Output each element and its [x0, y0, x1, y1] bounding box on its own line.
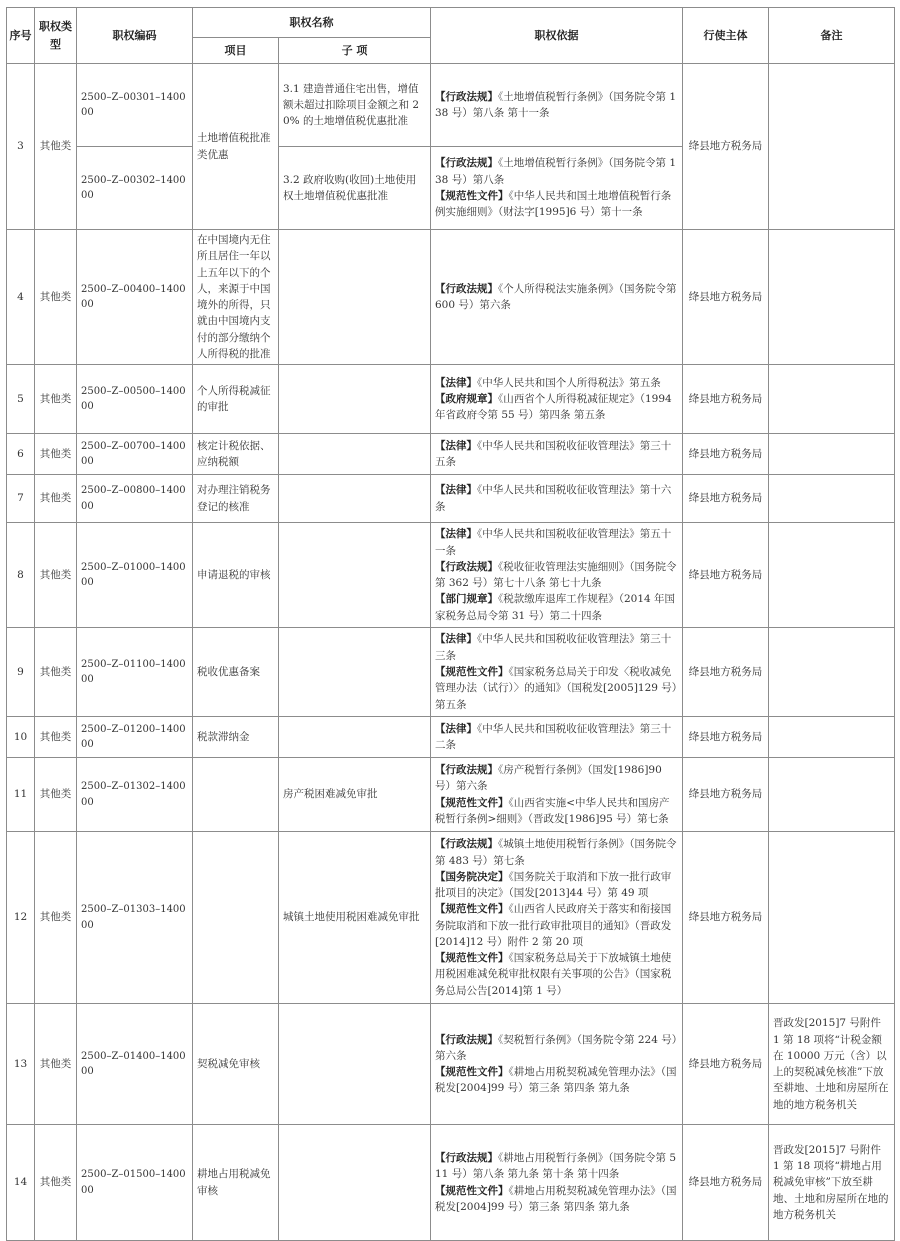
row-number: 6: [7, 434, 35, 475]
basis-tag: 【行政法规】: [435, 764, 498, 777]
row-type: 其他类: [35, 434, 77, 475]
basis-text: 《中华人民共和国税收征收管理法》第十六条: [435, 484, 672, 513]
row-code: 2500–Z–01400–140000: [77, 1004, 193, 1125]
basis-line: [435, 526, 678, 559]
basis-text: 《国家税务总局关于下放城镇土地使用税困难减免税审批权限有关事项的公告》（国家税务总局公告[2014]第 1 号）: [435, 952, 672, 997]
row-subitem: [279, 628, 431, 717]
row-code: 2500–Z–01500–140000: [77, 1125, 193, 1241]
table-row: [7, 832, 895, 1004]
basis-tag: 【行政法规】: [435, 90, 498, 103]
row-subitem: [279, 230, 431, 365]
row-subitem: 3.1 建造普通住宅出售，增值额未超过扣除项目金额之和 20% 的土地增值税优惠批准: [279, 64, 431, 147]
row-subject: 绛县地方税务局: [683, 628, 769, 717]
row-type: 其他类: [35, 832, 77, 1004]
table-row: [7, 64, 895, 147]
row-number: 3: [7, 64, 35, 230]
basis-line: [435, 591, 678, 624]
basis-line: [435, 559, 678, 592]
row-subject: 绛县地方税务局: [683, 832, 769, 1004]
basis-text: 《税款缴库退库工作规程》（2014 年国家税务总局令第 31 号）第二十四条: [435, 593, 676, 622]
basis-line: [435, 391, 678, 424]
row-basis: [431, 434, 683, 475]
row-subject: 绛县地方税务局: [683, 475, 769, 523]
basis-line: [435, 631, 678, 664]
row-basis: [431, 475, 683, 523]
row-code: 2500–Z–00301–140000: [77, 64, 193, 147]
row-subject: 绛县地方税务局: [683, 1125, 769, 1241]
row-subject: 绛县地方税务局: [683, 717, 769, 758]
row-number: 11: [7, 758, 35, 832]
row-note: [769, 758, 895, 832]
basis-text: 《个人所得税法实施条例》（国务院令第 600 号）第六条: [435, 282, 677, 312]
basis-text: 《税收征收管理法实施细则》（国务院令第 362 号）第七十八条 第七十九条: [435, 560, 677, 590]
basis-tag: 【法律】: [435, 484, 477, 497]
header-type: 职权类型: [35, 8, 77, 64]
basis-line: [435, 281, 678, 314]
basis-text: 《土地增值税暂行条例》（国务院令第 138 号）第八条: [435, 157, 677, 186]
row-type: 其他类: [35, 64, 77, 230]
row-note: [769, 475, 895, 523]
basis-text: 《山西省实施<中华人民共和国房产税暂行条例>细则》（晋政发[1986]95 号）第七条: [435, 796, 670, 825]
basis-line: [435, 1032, 678, 1065]
row-note: [769, 523, 895, 628]
basis-line: [435, 869, 678, 902]
basis-line: [435, 155, 678, 188]
row-number: 13: [7, 1004, 35, 1125]
row-number: 4: [7, 230, 35, 365]
basis-line: [435, 482, 678, 515]
row-subitem: [279, 717, 431, 758]
row-number: 10: [7, 717, 35, 758]
table-row: [7, 523, 895, 628]
header-no: 序号: [7, 8, 35, 64]
row-item: 土地增值税批准类优惠: [193, 64, 279, 230]
row-note: [769, 434, 895, 475]
row-basis: [431, 717, 683, 758]
basis-tag: 【法律】: [435, 722, 477, 735]
basis-line: [435, 721, 678, 754]
basis-text: 《国家税务总局关于印发〈税收减免管理办法（试行）〉的通知》（国税发[2005]129 号）第五条: [435, 665, 678, 711]
basis-text: 《山西省个人所得税减征规定》（1994 年省政府令第 55 号）第四条 第五条: [435, 392, 672, 422]
header-name: 职权名称: [193, 8, 431, 38]
table-row: [7, 434, 895, 475]
table-row: [7, 475, 895, 523]
basis-tag: 【行政法规】: [435, 560, 498, 573]
row-item: 个人所得税减征的审批: [193, 365, 279, 434]
row-subitem: [279, 365, 431, 434]
row-subject: 绛县地方税务局: [683, 230, 769, 365]
row-type: 其他类: [35, 475, 77, 523]
basis-text: 《耕地占用税契税减免管理办法》（国税发[2004]99 号）第三条 第四条 第九条: [435, 1066, 677, 1095]
basis-line: [435, 89, 678, 122]
basis-tag: 【部门规章】: [435, 593, 498, 606]
header-basis: 职权依据: [431, 8, 683, 64]
basis-line: [435, 1183, 678, 1216]
basis-line: [435, 1150, 678, 1183]
row-note: [769, 628, 895, 717]
row-code: 2500–Z–00700–140000: [77, 434, 193, 475]
basis-tag: 【规范性文件】: [435, 952, 509, 965]
row-note: [769, 230, 895, 365]
row-type: 其他类: [35, 1125, 77, 1241]
basis-line: [435, 795, 678, 828]
row-subject: 绛县地方税务局: [683, 434, 769, 475]
basis-text: 《中华人民共和国税收征收管理法》第三十五条: [435, 439, 672, 469]
row-note: [769, 64, 895, 230]
row-code: 2500–Z–00400–140000: [77, 230, 193, 365]
basis-tag: 【行政法规】: [435, 838, 498, 851]
header-item: 项目: [193, 38, 279, 64]
row-note: [769, 717, 895, 758]
basis-line: [435, 762, 678, 795]
basis-text: 《中华人民共和国税收征收管理法》第三十三条: [435, 633, 672, 662]
row-code: 2500–Z–01302–140000: [77, 758, 193, 832]
row-basis: [431, 758, 683, 832]
row-subitem: [279, 1004, 431, 1125]
basis-tag: 【行政法规】: [435, 1152, 498, 1165]
row-code: 2500–Z–00800–140000: [77, 475, 193, 523]
row-subitem: 3.2 政府收购(收回)土地使用权土地增值税优惠批准: [279, 147, 431, 230]
basis-text: 《山西省人民政府关于落实和衔接国务院取消和下放一批行政审批项目的通知》（晋政发[2014]12 号）附件 2 第 20 项: [435, 903, 672, 948]
header-note: 备注: [769, 8, 895, 64]
row-code: 2500–Z–01200–140000: [77, 717, 193, 758]
basis-text: 《中华人民共和国个人所得税法》第五条: [477, 376, 661, 389]
row-basis: [431, 832, 683, 1004]
row-type: 其他类: [35, 758, 77, 832]
row-item: 税收优惠备案: [193, 628, 279, 717]
row-item: 在中国境内无住所且居住一年以上五年以下的个人，来源于中国境外的所得，只就由中国境内支付的部分缴纳个人所得税的批准: [193, 230, 279, 365]
basis-line: [435, 950, 678, 999]
header-sub: 子 项: [279, 38, 431, 64]
row-number: 8: [7, 523, 35, 628]
row-subject: 绛县地方税务局: [683, 758, 769, 832]
row-basis: [431, 1125, 683, 1241]
table-row: [7, 365, 895, 434]
basis-tag: 【法律】: [435, 633, 477, 646]
row-type: 其他类: [35, 717, 77, 758]
row-code: 2500–Z–00302–140000: [77, 147, 193, 230]
header-subject: 行使主体: [683, 8, 769, 64]
authority-table: [6, 7, 895, 1241]
row-type: 其他类: [35, 1004, 77, 1125]
basis-tag: 【法律】: [435, 528, 477, 541]
row-basis: [431, 365, 683, 434]
basis-line: [435, 1064, 678, 1097]
basis-text: 《耕地占用税契税减免管理办法》（国税发[2004]99 号）第三条 第四条 第九条: [435, 1184, 677, 1213]
basis-text: 《中华人民共和国税收征收管理法》第三十二条: [435, 722, 672, 752]
basis-tag: 【规范性文件】: [435, 665, 509, 678]
basis-tag: 【法律】: [435, 439, 477, 452]
table-row: [7, 758, 895, 832]
basis-tag: 【政府规章】: [435, 392, 498, 405]
row-code: 2500–Z–01303–140000: [77, 832, 193, 1004]
basis-tag: 【规范性文件】: [435, 1184, 509, 1197]
basis-line: [435, 438, 678, 471]
row-code: 2500–Z–01100–140000: [77, 628, 193, 717]
row-number: 9: [7, 628, 35, 717]
row-subitem: [279, 1125, 431, 1241]
row-note: [769, 365, 895, 434]
row-subitem: [279, 475, 431, 523]
row-number: 14: [7, 1125, 35, 1241]
basis-line: [435, 664, 678, 713]
basis-text: 《契税暂行条例》（国务院令第 224 号）第六条: [435, 1033, 677, 1062]
row-code: 2500–Z–00500–140000: [77, 365, 193, 434]
row-item: 税款滞纳金: [193, 717, 279, 758]
row-subitem: 城镇土地使用税困难减免审批: [279, 832, 431, 1004]
table-row: [7, 230, 895, 365]
row-type: 其他类: [35, 523, 77, 628]
row-type: 其他类: [35, 365, 77, 434]
row-code: 2500–Z–01000–140000: [77, 523, 193, 628]
row-number: 5: [7, 365, 35, 434]
basis-tag: 【行政法规】: [435, 1033, 498, 1046]
basis-text: 《中华人民共和国土地增值税暂行条例实施细则》（财法字[1995]6 号）第十一条: [435, 190, 672, 219]
basis-text: 《耕地占用税暂行条例》（国务院令第 511 号）第八条 第九条 第十条 第十四条: [435, 1152, 677, 1181]
basis-line: [435, 188, 678, 221]
row-type: 其他类: [35, 628, 77, 717]
basis-line: [435, 375, 678, 391]
row-basis: [431, 230, 683, 365]
basis-tag: 【规范性文件】: [435, 1066, 509, 1079]
row-basis: [431, 147, 683, 230]
table-header: [7, 8, 895, 64]
basis-tag: 【行政法规】: [435, 282, 498, 295]
row-note: [769, 832, 895, 1004]
row-item: 耕地占用税减免审核: [193, 1125, 279, 1241]
table-body: [7, 64, 895, 1241]
row-type: 其他类: [35, 230, 77, 365]
row-subitem: 房产税困难减免审批: [279, 758, 431, 832]
table-row: [7, 717, 895, 758]
row-subitem: [279, 434, 431, 475]
row-subject: 绛县地方税务局: [683, 1004, 769, 1125]
row-note: 晋政发[2015]7 号附件 1 第 18 项将“计税金额在 10000 万元（含）以上的契税减免核准”下放至耕地、土地和房屋所在地的地方税务机关: [769, 1004, 895, 1125]
header-code: 职权编码: [77, 8, 193, 64]
row-basis: [431, 523, 683, 628]
table-row: [7, 1004, 895, 1125]
basis-text: 《中华人民共和国税收征收管理法》第五十一条: [435, 528, 672, 557]
table-row: [7, 628, 895, 717]
row-subitem: [279, 523, 431, 628]
basis-tag: 【规范性文件】: [435, 190, 509, 202]
row-item: [193, 832, 279, 1004]
basis-text: 《国务院关于取消和下放一批行政审批项目的决定》（国发[2013]44 号）第 49 项: [435, 870, 672, 900]
row-number: 12: [7, 832, 35, 1004]
basis-line: [435, 901, 678, 950]
basis-tag: 【国务院决定】: [435, 870, 509, 883]
row-subject: 绛县地方税务局: [683, 523, 769, 628]
row-subject: 绛县地方税务局: [683, 365, 769, 434]
basis-line: [435, 836, 678, 869]
row-basis: [431, 628, 683, 717]
row-subject: 绛县地方税务局: [683, 64, 769, 230]
table-row: [7, 1125, 895, 1241]
row-item: 对办理注销税务登记的核准: [193, 475, 279, 523]
basis-text: 《房产税暂行条例》（国发[1986]90 号）第六条: [435, 764, 662, 793]
row-item: 契税减免审核: [193, 1004, 279, 1125]
basis-text: 《土地增值税暂行条例》（国务院令第 138 号）第八条 第十一条: [435, 90, 677, 119]
basis-tag: 【法律】: [435, 376, 477, 389]
basis-tag: 【规范性文件】: [435, 903, 509, 916]
row-basis: [431, 64, 683, 147]
basis-tag: 【规范性文件】: [435, 796, 509, 809]
row-item: [193, 758, 279, 832]
basis-text: 《城镇土地使用税暂行条例》（国务院令第 483 号）第七条: [435, 838, 677, 867]
row-note: 晋政发[2015]7 号附件 1 第 18 项将“耕地占用税减免审核”下放至耕地、土地和房屋所在地的地方税务机关: [769, 1125, 895, 1241]
row-number: 7: [7, 475, 35, 523]
row-item: 核定计税依据、应纳税额: [193, 434, 279, 475]
row-basis: [431, 1004, 683, 1125]
basis-tag: 【行政法规】: [435, 157, 498, 170]
row-item: 申请退税的审核: [193, 523, 279, 628]
